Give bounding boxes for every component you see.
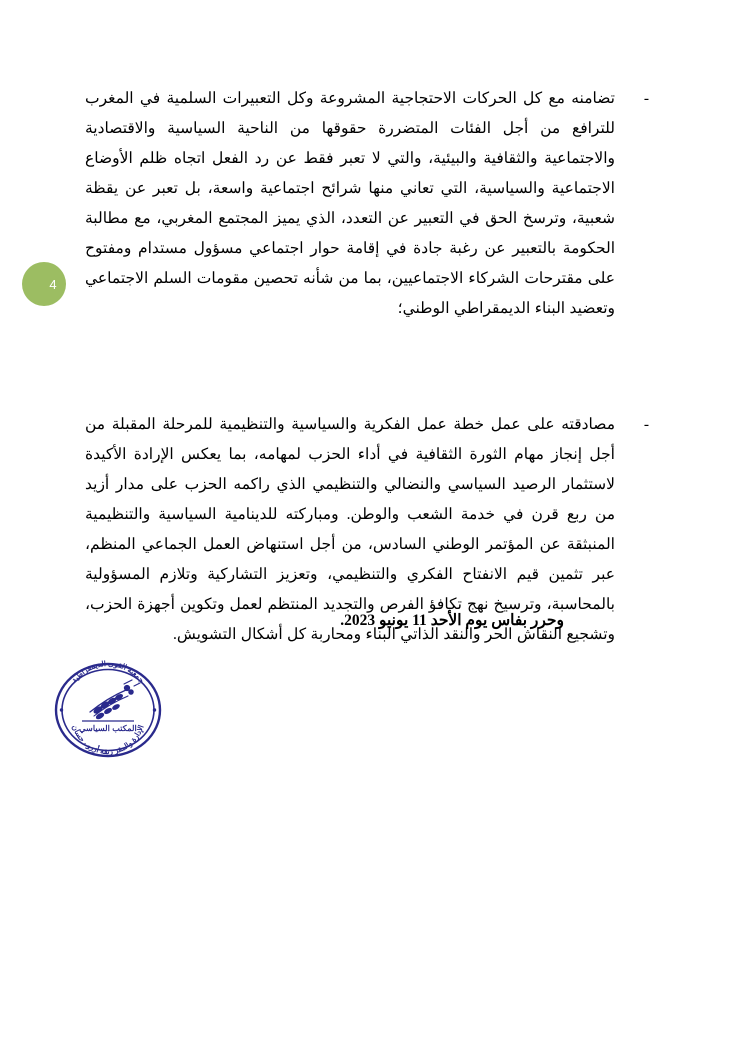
stamp-circular-text bbox=[70, 659, 147, 756]
page-number-badge bbox=[22, 262, 66, 306]
signature-date-line: وحرر بفاس يوم الأحد 11 يونيو 2023. bbox=[340, 612, 564, 629]
bullet-marker: - bbox=[643, 416, 649, 433]
stamp-center-label: المكتب السياسي bbox=[79, 724, 137, 733]
stamp-bottom-text: الإدارة والمقر زنقة أزرو ، حسان bbox=[70, 723, 146, 757]
paragraph-spacer bbox=[85, 324, 649, 410]
list-item bbox=[85, 84, 649, 324]
paragraph-endorsement: مصادقته على عمل خطة عمل الفكرية والسياسية والتنظيمية للمرحلة المقبلة من أجل إنجاز مهام الثورة الثقافية في أداء الحزب لمهامه، بما يعكس الإرادة الأكيدة لاستثمار الرصيد السياسي والنضالي والتنظيمي الذي راكمه الحزب على مدار أزيد من ربع قرن في خدمة الشعب والوطن. ومباركته للدينامية السياسية والتنظيمية المنبثقة عن المؤتمر الوطني السادس، من أجل استنهاض العمل الجماعي المنظم، عبر تثمين قيم الانفتاح الفكري والتنظيمي، وتعزيز التشاركية وتلازم المسؤولية بالمحاسبة، وترسيخ نهج تكافؤ الفرص والتجديد المنتظم لعمل وتكوين أجهزة الحزب، وتشجيع النقاش الحر والنقد الذاتي البناء ومحاربة كل أشكال التشويش. bbox=[85, 416, 615, 643]
page-number-label: 4 bbox=[49, 276, 57, 292]
stamp-top-text: جمعية القوى الديمقراطية bbox=[69, 658, 147, 685]
official-stamp bbox=[48, 658, 168, 762]
document-body bbox=[85, 84, 649, 650]
olive-branch-emblem bbox=[90, 680, 140, 720]
bullet-marker: - bbox=[643, 90, 649, 107]
paragraph-solidarity: تضامنه مع كل الحركات الاحتجاجية المشروعة وكل التعبيرات السلمية في المغرب للترافع من أجل الفئات المتضررة حقوقها من الناحية السياسية والاقتصادية والاجتماعية والثقافية والبيئية، والتي لا تعبر فقط عن رد الفعل اتجاه ظلم الأوضاع الاجتماعية والسياسية، التي تعاني منها شرائح اجتماعية واسعة، بل تعبر عن يقظة شعبية، وترسخ الحق في التعبير عن التعدد، الذي يميز المجتمع المغربي، مع مطالبة الحكومة بالتعبير عن رغبة جادة في إقامة حوار اجتماعي مسؤول مستدام ومفتوح على مقترحات الشركاء الاجتماعيين، بما من شأنه تحصين مقومات السلم الاجتماعي وتعضيد البناء الديمقراطي الوطني؛ bbox=[85, 90, 615, 317]
